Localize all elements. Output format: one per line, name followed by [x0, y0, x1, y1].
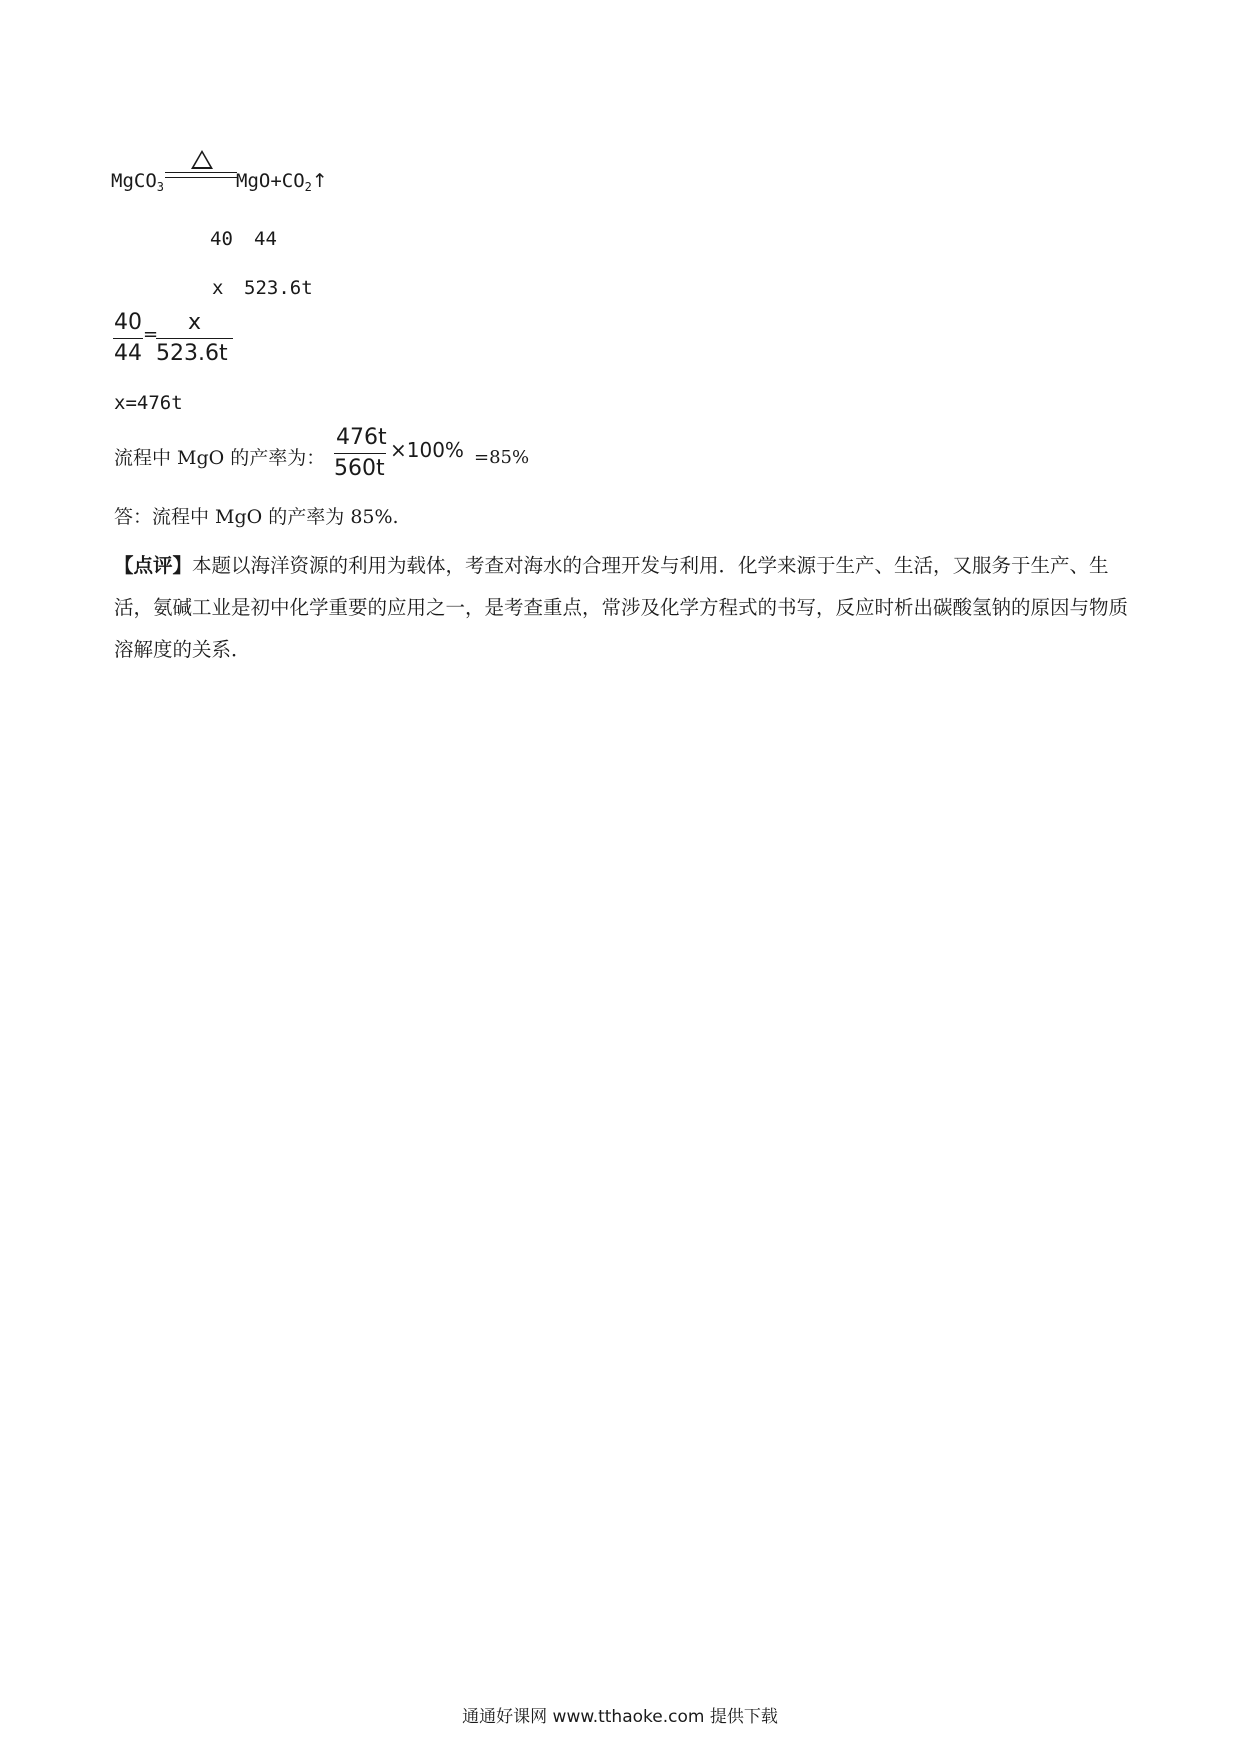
proportion-num-right: x: [188, 310, 202, 335]
value-left: x: [212, 277, 224, 299]
answer-line: 答：流程中 MgO 的产率为 85%.: [114, 506, 399, 528]
yield-equals: =85%: [474, 447, 530, 468]
comment-tag: 【点评】: [114, 554, 193, 577]
proportion-equals: =: [143, 324, 159, 345]
value-right: 523.6t: [244, 277, 313, 299]
heat-condition-triangle: [191, 150, 213, 169]
ratio-right: 44: [254, 228, 277, 250]
equation-line-top: [165, 172, 237, 173]
proportion-bar-left: [113, 338, 143, 339]
yield-fraction-bar: [334, 453, 386, 454]
ratio-left: 40: [210, 228, 233, 250]
yield-label: 流程中 MgO 的产率为：: [114, 447, 326, 469]
comment-paragraph: [114, 545, 1134, 671]
yield-numerator: 476t: [336, 425, 387, 450]
comment-text: 本题以海洋资源的利用为载体，考查对海水的合理开发与利用．化学来源于生产、生活，又服务于生产、生活，氨碱工业是初中化学重要的应用之一，是考查重点，常涉及化学方程式的书写，反应时析出碳酸氢钠的原因与物质溶解度的关系．: [114, 554, 1129, 661]
yield-times: ×100%: [390, 438, 464, 462]
yield-denominator: 560t: [334, 456, 385, 481]
result-line: x=476t: [114, 392, 183, 414]
page-footer: 通通好课网 www.tthaoke.com 提供下载: [462, 1707, 778, 1727]
proportion-den-right: 523.6t: [156, 341, 228, 366]
proportion-den-left: 44: [114, 341, 142, 366]
equation-reactant: MgCO$_3$: [111, 170, 164, 194]
equation-line-bottom: [165, 177, 237, 178]
proportion-num-left: 40: [114, 310, 142, 335]
proportion-bar-right: [156, 338, 233, 339]
equation-products: $MgO+CO_2↑$: [236, 170, 328, 194]
